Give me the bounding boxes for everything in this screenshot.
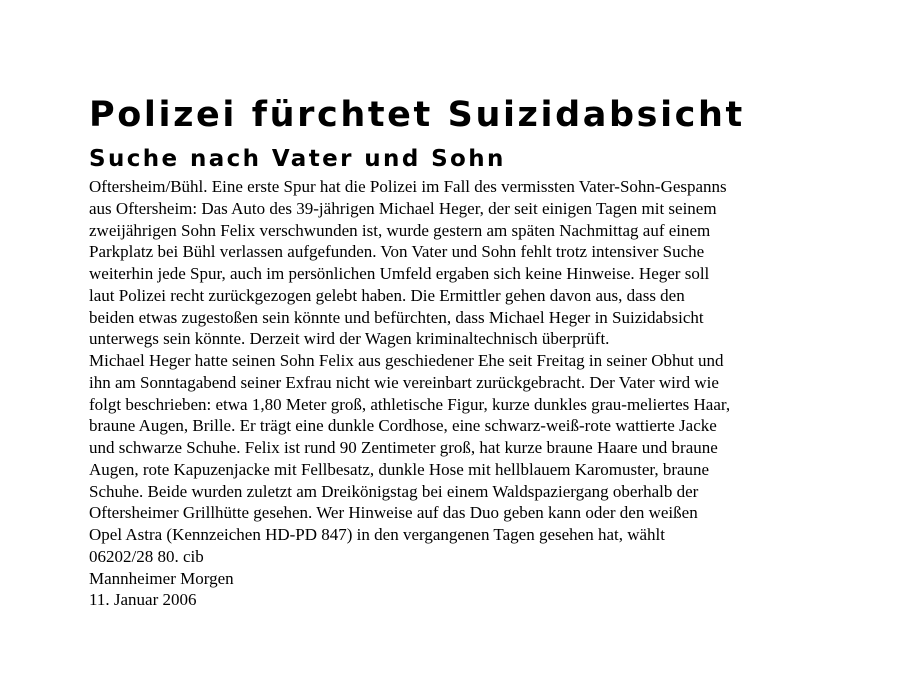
article-source: Mannheimer Morgen [89, 568, 234, 588]
body-line: Opel Astra (Kennzeichen HD-PD 847) in den vergangenen Tagen gesehen hat, wählt [89, 525, 665, 544]
body-line: Schuhe. Beide wurden zuletzt am Dreikönigstag bei einem Waldspaziergang oberhalb der [89, 481, 699, 501]
article-headline: Polizei fürchtet Suizidabsicht [89, 95, 745, 135]
body-line: zweijährigen Sohn Felix verschwunden ist, wurde gestern am späten Nachmittag auf einem [89, 220, 711, 240]
body-line: Parkplatz bei Bühl verlassen aufgefunden. Von Vater und Sohn fehlt trotz intensiver Suche [89, 242, 705, 262]
article-date: 11. Januar 2006 [89, 590, 197, 610]
body-line: beiden etwas zugestoßen sein könnte und befürchten, dass Michael Heger in Suizidabsicht [89, 307, 704, 327]
body-line: unterwegs sein könnte. Derzeit wird der Wagen kriminaltechnisch überprüft. [89, 329, 610, 349]
body-line: Augen, rote Kapuzenjacke mit Fellbesatz, dunkle Hose mit hellblauem Karomuster, braune [89, 459, 710, 479]
body-line: laut Polizei recht zurückgezogen gelebt haben. Die Ermittler gehen davon aus, dass den [89, 285, 685, 305]
body-line: und schwarze Schuhe. Felix ist rund 90 Zentimeter groß, hat kurze braune Haare und braune [89, 438, 718, 457]
body-line: Michael Heger hatte seinen Sohn Felix aus geschiedener Ehe seit Freitag in seiner Obhut und [89, 351, 724, 370]
body-line: folgt beschrieben: etwa 1,80 Meter groß, athletische Figur, kurze dunkles grau-meliertes Haar, [89, 394, 731, 414]
body-line: ihn am Sonntagabend seiner Exfrau nicht wie vereinbart zurückgebracht. Der Vater wird wie [89, 372, 719, 392]
body-line: weiterhin jede Spur, auch im persönlichen Umfeld ergaben sich keine Hinweise. Heger soll [89, 264, 710, 283]
body-line: Oftersheimer Grillhütte gesehen. Wer Hinweise auf das Duo geben kann oder den weißen [89, 503, 698, 523]
article-body [89, 176, 809, 611]
article [89, 93, 809, 611]
article-subheadline: Suche nach Vater und Sohn [89, 146, 506, 172]
body-line: 06202/28 80. cib [89, 546, 204, 566]
body-line: braune Augen, Brille. Er trägt eine dunkle Cordhose, eine schwarz-weiß-rote wattierte Jacke [89, 416, 717, 436]
body-line: aus Oftersheim: Das Auto des 39-jährigen Michael Heger, der seit einigen Tagen mit seinem [89, 198, 717, 218]
body-line: Oftersheim/Bühl. Eine erste Spur hat die Polizei im Fall des vermissten Vater-Sohn-Gespanns [89, 177, 727, 196]
